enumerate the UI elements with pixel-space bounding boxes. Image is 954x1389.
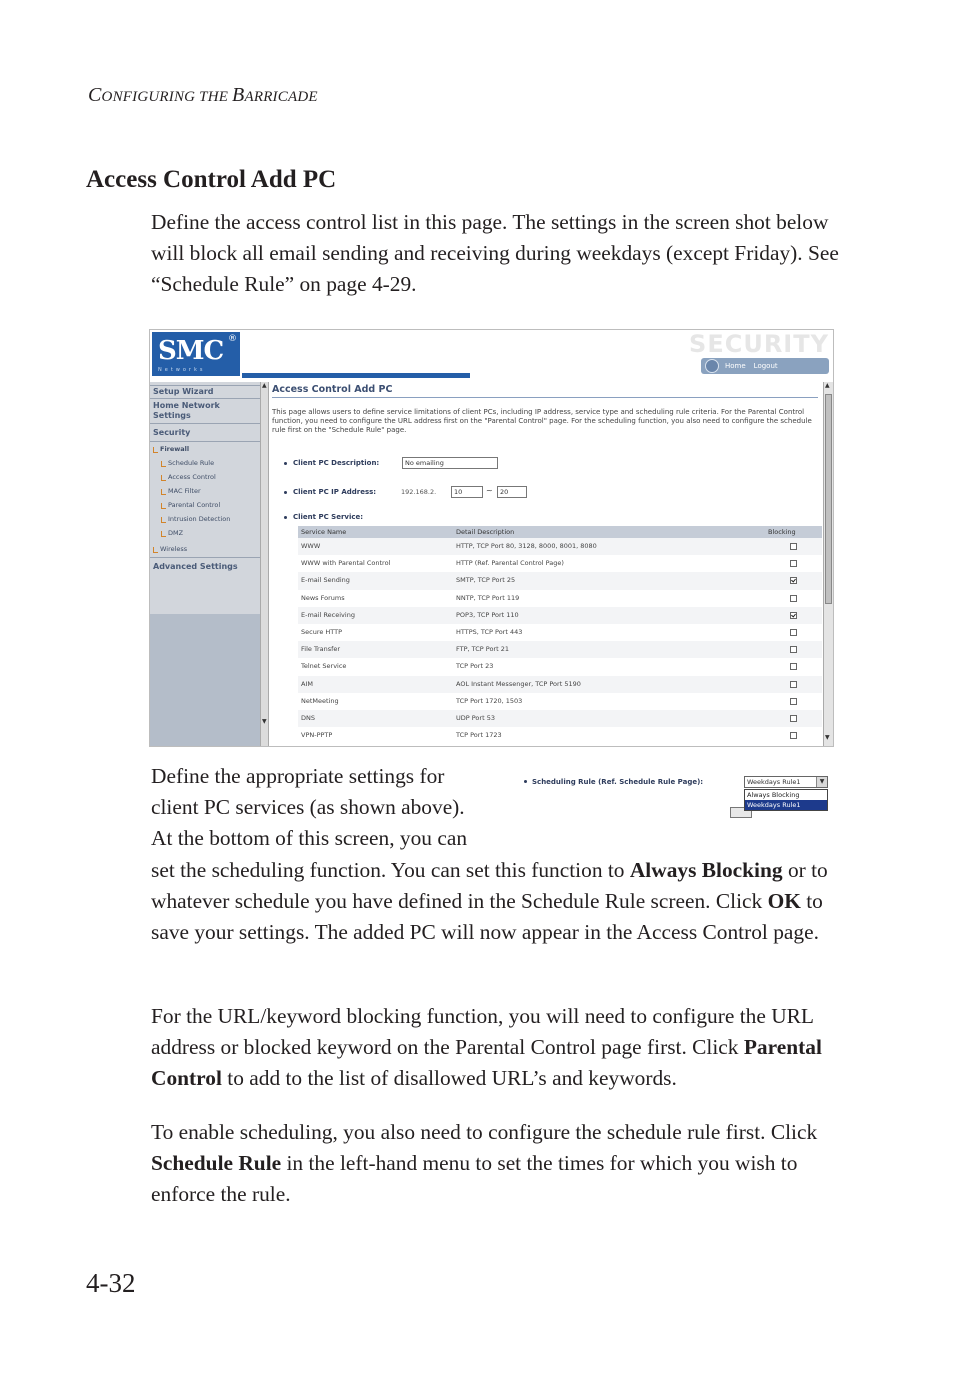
table-row (298, 710, 822, 727)
settings-paragraph (151, 855, 841, 949)
table-row (298, 727, 822, 744)
scroll-thumb[interactable] (825, 394, 832, 604)
header-blocking: Blocking (768, 528, 796, 536)
service-name-cell: VPN-PPTP (301, 731, 333, 740)
service-detail-cell: NNTP, TCP Port 119 (456, 593, 520, 602)
nav-intrusion-detection[interactable]: Intrusion Detection (168, 515, 231, 523)
table-row (298, 658, 822, 675)
ok-term: OK (767, 889, 801, 914)
table-row (298, 624, 822, 641)
service-detail-cell: SMTP, TCP Port 25 (456, 576, 516, 585)
nav-security[interactable]: Security (153, 428, 191, 437)
table-row (298, 641, 822, 658)
service-name-cell: AIM (301, 679, 313, 688)
table-row (298, 590, 822, 607)
ip-prefix: 192.168.2. (401, 488, 437, 496)
table-row (298, 676, 822, 693)
main-vscrollbar[interactable] (823, 382, 833, 746)
service-name-cell: WWW (301, 542, 321, 550)
service-detail-cell: TCP Port 23 (456, 662, 494, 671)
nav-divider (150, 441, 260, 442)
scroll-up-icon[interactable]: ▲ (262, 382, 267, 389)
option-always-blocking[interactable]: Always Blocking (747, 791, 800, 799)
running-header (88, 84, 318, 107)
nav-home-network-2[interactable]: Settings (153, 411, 191, 420)
blocking-checkbox[interactable] (790, 681, 797, 688)
service-name-cell: NetMeeting (301, 696, 339, 705)
settings-paragraph-top (151, 761, 511, 855)
nav-wireless[interactable]: Wireless (160, 545, 188, 553)
url-text-c: to add to the list of disallowed URL’s and keywords. (221, 1066, 677, 1091)
service-name-cell: News Forums (301, 593, 345, 602)
page-number: 4-32 (86, 1268, 136, 1298)
service-name-cell: DNS (301, 714, 315, 722)
bullet-icon (284, 491, 287, 494)
client-service-row (284, 513, 363, 521)
shot-banner (150, 330, 833, 382)
intro-paragraph: Define the access control list in this page. The settings in the screen shot below will block all email sending and receiving during weekdays (except Friday). See “Schedule Rule” on page 4-29. (151, 210, 839, 297)
scheduling-rule-screenshot (522, 767, 836, 821)
service-table-header (298, 526, 822, 538)
sidebar-vscrollbar[interactable] (260, 382, 269, 746)
running-header-rest1: ONFIGURING THE (101, 89, 233, 105)
scroll-down-icon[interactable]: ▼ (262, 718, 267, 725)
scheduling-rule-label: Scheduling Rule (Ref. Schedule Rule Page): (532, 778, 704, 786)
settings-text-a: set the scheduling function. You can set this function to (151, 858, 630, 882)
access-control-screenshot (149, 329, 834, 747)
blocking-checkbox[interactable] (790, 543, 797, 550)
logo-subtitle: Networks (158, 367, 206, 373)
client-desc-row (284, 459, 379, 467)
home-icon[interactable] (705, 359, 719, 373)
service-name-cell: E-mail Receiving (301, 610, 355, 619)
service-detail-cell: TCP Port 1723 (456, 731, 502, 740)
service-detail-cell: HTTP (Ref. Parental Control Page) (456, 559, 564, 568)
nav-divider (150, 423, 260, 424)
blocking-checkbox[interactable] (790, 612, 797, 619)
section-title: Access Control Add PC (86, 166, 337, 193)
sched-text-a: To enable scheduling, you also need to configure the schedule rule first. Click (151, 1120, 818, 1144)
banner-line (242, 373, 470, 378)
nav-schedule-rule[interactable]: Schedule Rule (168, 459, 215, 467)
service-detail-cell: AOL Instant Messenger, TCP Port 5190 (456, 679, 581, 688)
nav-firewall[interactable]: Firewall (160, 445, 190, 453)
bullet-icon (524, 780, 527, 783)
scheduling-rule-select[interactable] (744, 776, 828, 788)
table-row (298, 538, 822, 555)
blocking-checkbox[interactable] (790, 577, 797, 584)
table-row (298, 555, 822, 572)
url-blocking-paragraph (151, 1001, 841, 1095)
blocking-checkbox[interactable] (790, 698, 797, 705)
service-detail-cell: FTP, TCP Port 21 (456, 645, 509, 654)
nav-access-control[interactable]: Access Control (168, 473, 216, 481)
blocking-checkbox[interactable] (790, 715, 797, 722)
logo-text: SMC (158, 336, 224, 366)
shot-main-panel (270, 382, 822, 746)
smc-logo (152, 332, 240, 376)
option-weekdays-rule1[interactable]: Weekdays Rule1 (745, 800, 827, 810)
home-link[interactable]: Home (725, 362, 746, 370)
client-desc-input[interactable]: No emailing (402, 457, 498, 469)
blocking-checkbox[interactable] (790, 629, 797, 636)
service-name-cell: Telnet Service (301, 662, 347, 671)
always-blocking-term: Always Blocking (629, 858, 783, 882)
scroll-up-icon[interactable]: ▲ (825, 382, 830, 389)
chevron-down-icon[interactable]: ▼ (816, 777, 827, 787)
security-watermark: SECURITY (689, 330, 829, 358)
service-name-cell: WWW with Parental Control (301, 559, 391, 568)
nav-parental-control[interactable]: Parental Control (168, 501, 221, 509)
ip-range-dash: ~ (486, 486, 493, 495)
blocking-checkbox[interactable] (790, 595, 797, 602)
bullet-icon (284, 462, 287, 465)
service-name-cell: File Transfer (301, 645, 341, 654)
blocking-checkbox[interactable] (790, 560, 797, 567)
shot-sidebar (150, 382, 260, 746)
sched-text-c: in the left-hand menu to set the times for which you wish to enforce the rule. (151, 1151, 798, 1207)
blocking-checkbox[interactable] (790, 646, 797, 653)
header-service-name: Service Name (301, 528, 347, 536)
settings-line-3: At the bottom of this screen, you can (151, 826, 468, 851)
url-text-a: For the URL/keyword blocking function, you will need to configure the URL address or blocked keyword on the Parental Control page first. Click (151, 1004, 814, 1060)
nav-setup-wizard[interactable]: Setup Wizard (153, 387, 214, 396)
blocking-checkbox[interactable] (790, 663, 797, 670)
main-description: This page allows users to define service limitations of client PCs, including IP address, service type and scheduling rule criteria. For the Parental Control function, you need to configure the URL address first on the "Parental Control" page. For the scheduling function, you also need to configure the schedule rule first on the "Schedule Rule" page. (272, 408, 812, 434)
ip-from-input[interactable]: 10 (451, 486, 483, 498)
nav-divider (150, 398, 260, 399)
client-desc-label: Client PC Description: (293, 459, 380, 467)
service-detail-cell: HTTPS, TCP Port 443 (456, 628, 523, 636)
scheduling-paragraph (151, 1117, 841, 1211)
client-ip-row (284, 488, 376, 496)
service-name-cell: E-mail Sending (301, 576, 350, 585)
settings-text-d: to save your settings. The added PC will now appear in the Access Control page. (151, 889, 823, 945)
nav-dmz[interactable]: DMZ (168, 529, 184, 537)
table-row (298, 607, 822, 624)
main-panel-title: Access Control Add PC (272, 384, 393, 395)
service-detail-cell: UDP Port 53 (456, 714, 495, 722)
service-detail-cell: HTTP, TCP Port 80, 3128, 8000, 8001, 8080 (456, 542, 597, 550)
client-service-label: Client PC Service: (293, 513, 364, 521)
scroll-down-icon[interactable]: ▼ (825, 734, 830, 741)
scheduling-rule-options[interactable] (744, 789, 828, 811)
ip-to-input[interactable]: 20 (497, 486, 527, 498)
logout-link[interactable]: Logout (753, 362, 778, 370)
service-detail-cell: TCP Port 1720, 1503 (456, 696, 523, 705)
scheduling-rule-value: Weekdays Rule1 (747, 778, 801, 786)
sidebar-lower-area (150, 614, 260, 747)
settings-line-2: client PC services (as shown above). (151, 795, 465, 820)
service-name-cell: Secure HTTP (301, 628, 343, 636)
service-detail-cell: POP3, TCP Port 110 (456, 610, 519, 619)
settings-text-c: or to whatever schedule you have defined in the Schedule Rule screen. Click (151, 858, 828, 914)
header-detail: Detail Description (456, 528, 515, 536)
settings-line-1: Define the appropriate settings for (151, 764, 445, 788)
running-header-c: C (88, 84, 102, 106)
nav-divider (150, 557, 260, 558)
parental-control-term: Parental Control (151, 1035, 822, 1091)
main-title-rule (272, 397, 818, 398)
nav-home-network[interactable]: Home Network (153, 401, 220, 410)
client-ip-label: Client PC IP Address: (293, 488, 377, 496)
nav-mac-filter[interactable]: MAC Filter (168, 487, 201, 495)
table-row (298, 572, 822, 589)
nav-divider (150, 385, 260, 386)
table-row (298, 693, 822, 710)
top-links-bar (701, 358, 829, 374)
running-header-b: B (232, 84, 245, 106)
schedule-rule-term: Schedule Rule (151, 1151, 282, 1176)
bullet-icon (284, 516, 287, 519)
blocking-checkbox[interactable] (790, 732, 797, 739)
running-header-rest2: ARRICADE (244, 89, 318, 105)
logo-registered: ® (228, 334, 237, 344)
nav-advanced-settings[interactable]: Advanced Settings (153, 562, 238, 571)
